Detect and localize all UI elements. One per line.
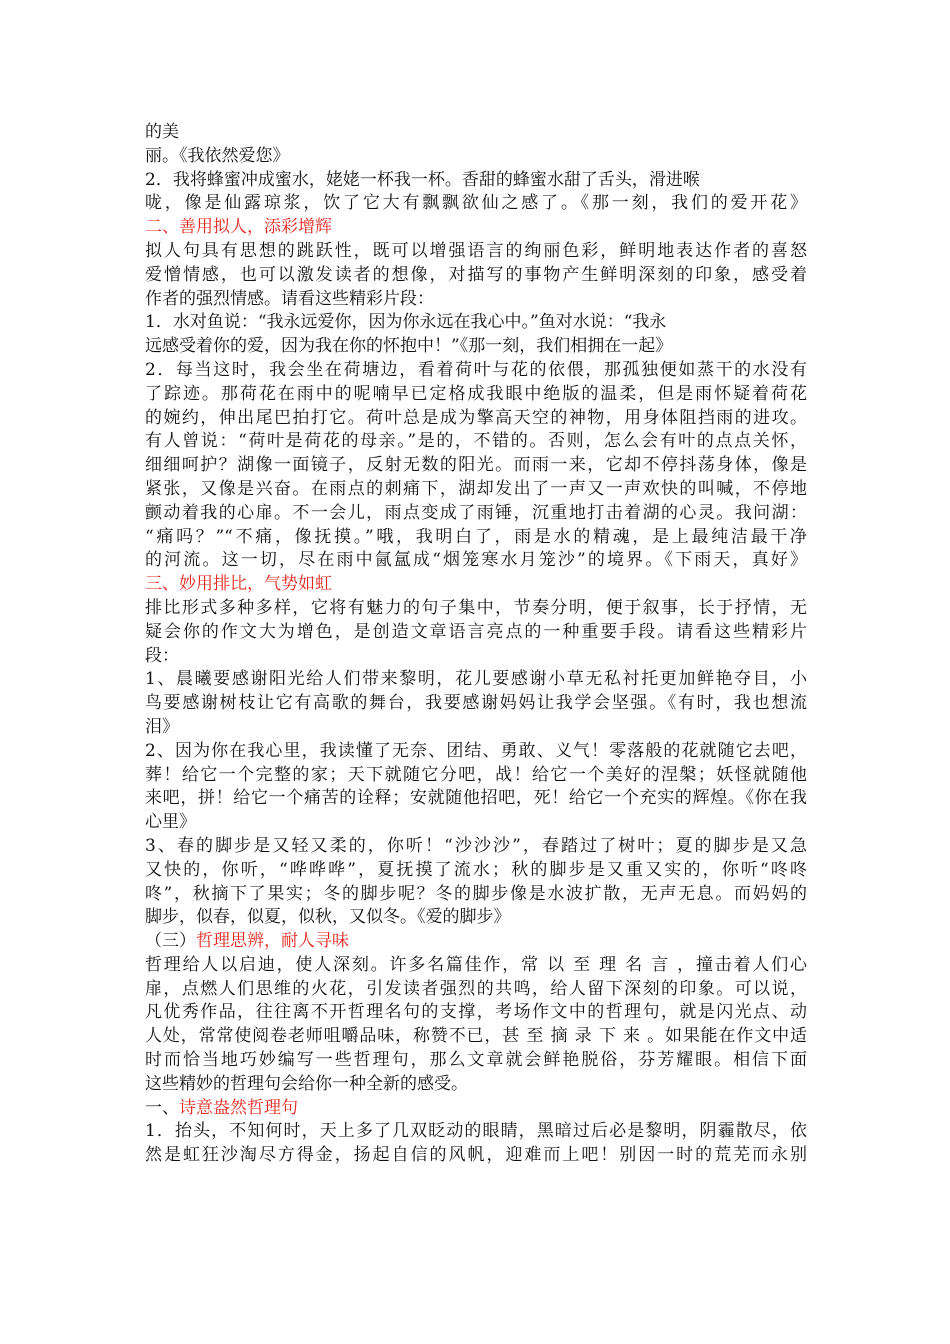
text-line: 颤动着我的心扉。不一会儿，雨点变成了雨锤，沉重地打击着湖的心灵。我问湖：: [145, 502, 807, 523]
text-line: 心里》: [145, 812, 196, 833]
text-line: 疑会你的作文大为增色，是创造文章语言亮点的一种重要手段。请看这些精彩片: [145, 621, 807, 642]
text-line: 爱憎情感，也可以激发读者的想像，对描写的事物产生鲜明深刻的印象，感受着: [145, 264, 807, 285]
text-line: “痛吗？”“不痛，像抚摸。”哦，我明白了，雨是水的精魂，是上最纯洁最干净: [145, 526, 807, 547]
text-line: 紧张，又像是兴奋。在雨点的刺痛下，湖却发出了一声又一声欢快的叫喊，不停地: [145, 478, 807, 499]
text-line: 1．水对鱼说：“我永远爱你，因为你永远在我心中。”鱼对水说：“我永: [145, 312, 667, 333]
text-line: 排比形式多种多样，它将有魅力的句子集中，节奏分明，便于叙事，长于抒情，无: [145, 597, 807, 618]
text-line: 拟人句具有思想的跳跃性，既可以增强语言的绚丽色彩，鲜明地表达作者的喜怒: [145, 240, 807, 261]
heading-number: （三）: [145, 931, 196, 952]
text-line: 细细呵护？湖像一面镜子，反射无数的阳光。而雨一来，它却不停抖荡身体，像是: [145, 455, 807, 476]
text-line: 1．抬头，不知何时，天上多了几双眨动的眼睛，黑暗过后必是黎明，阴霾散尽，依: [145, 1121, 807, 1142]
text-line: 鸟要感谢树枝让它有高歌的舞台，我要感谢妈妈让我学会坚强。《有时，我也想流: [145, 693, 807, 714]
text-line: 又快的，你听，“哗哗哗”，夏抚摸了流水；秋的脚步是又重又实的，你听“咚咚: [145, 859, 807, 880]
heading-number: 一、: [145, 1097, 179, 1118]
text-line: 2．我将蜂蜜冲成蜜水，姥姥一杯我一杯。香甜的蜂蜜水甜了舌头，滑进喉: [145, 169, 700, 190]
text-line: 咙，像是仙露琼浆，饮了它大有飘飘欲仙之感了。《那一刻，我们的爱开花》: [145, 193, 807, 214]
section-heading: [145, 1097, 807, 1121]
text-line: 的河流。这一切，尽在雨中氤氲成“烟笼寒水月笼沙”的境界。《下雨天，真好》: [145, 550, 807, 571]
text-line: 凡优秀作品，往往离不开哲理名句的支撑，考场作文中的哲理句，就是闪光点、动: [145, 1002, 807, 1023]
section-heading: 二、善用拟人，添彩增辉: [145, 217, 332, 238]
heading-text: 哲理思辨，耐人寻味: [196, 931, 349, 952]
text-line: 远感受着你的爱，因为我在你的怀抱中！”《那一刻，我们相拥在一起》: [145, 336, 673, 357]
text-line: 段：: [145, 645, 179, 666]
text-line: 1、晨曦要感谢阳光给人们带来黎明，花儿要感谢小草无私衬托更加鲜艳夺目，小: [145, 669, 807, 690]
text-line: 2、因为你在我心里，我读懂了无奈、团结、勇敢、义气！零落般的花就随它去吧，: [145, 740, 807, 761]
section-heading: 三、妙用排比，气势如虹: [145, 574, 332, 595]
text-line: 咚”，秋摘下了果实；冬的脚步呢？冬的脚步像是水波扩散，无声无息。而妈妈的: [145, 883, 807, 904]
text-line: 扉，点燃人们思维的火花，引发读者强烈的共鸣，给人留下深刻的印象。可以说，: [145, 978, 807, 999]
text-line: 葬！给它一个完整的家；天下就随它分吧，战！给它一个美好的涅槃；妖怪就随他: [145, 764, 807, 785]
text-line: 作者的强烈情感。请看这些精彩片段：: [145, 288, 434, 309]
text-line: 泪》: [145, 716, 179, 737]
text-line: 哲理给人以启迪，使人深刻。许多名篇佳作，常 以 至 理 名 言 ，撞击着人们心: [145, 954, 807, 975]
text-line: 丽。《我依然爱您》: [145, 145, 290, 166]
text-line: 来吧，拼！给它一个痛苦的诠释；安就随他招吧，死！给它一个充实的辉煌。《你在我: [145, 788, 807, 809]
text-line: 的婉约，伸出尾巴拍打它。荷叶总是成为擎高天空的神物，用身体阻挡雨的进攻。: [145, 407, 807, 428]
text-line: 了踪迹。那荷花在雨中的呢喃早已定格成我眼中绝版的温柔，但是雨怀疑着荷花: [145, 383, 807, 404]
heading-text: 诗意盎然哲理句: [179, 1097, 298, 1118]
document-body: [145, 121, 807, 1168]
section-heading: [145, 930, 807, 954]
text-line: 有人曾说：“荷叶是荷花的母亲。”是的，不错的。否则，怎么会有叶的点点关怀，: [145, 431, 807, 452]
text-line: 人处，常常使阅卷老师咀嚼品味，称赞不已，甚 至 摘 录 下 来 。如果能在作文中适: [145, 1026, 807, 1047]
text-line: 然是虹狂沙淘尽方得金，扬起自信的风帆，迎难而上吧！别因一时的荒芜而永别: [145, 1145, 807, 1166]
text-line: 时而恰当地巧妙编写一些哲理句，那么文章就会鲜艳脱俗，芬芳耀眼。相信下面: [145, 1050, 807, 1071]
text-line: 这些精妙的哲理句会给你一种全新的感受。: [145, 1073, 468, 1094]
text-line: 3、春的脚步是又轻又柔的，你听！“沙沙沙”，春踏过了树叶；夏的脚步是又急: [145, 835, 807, 856]
text-line: 的美: [145, 122, 179, 142]
text-line: 2．每当这时，我会坐在荷塘边，看着荷叶与花的依偎，那孤独便如蒸干的水没有: [145, 359, 807, 380]
text-line: 脚步，似春，似夏，似秋，又似冬。《爱的脚步》: [145, 907, 511, 928]
